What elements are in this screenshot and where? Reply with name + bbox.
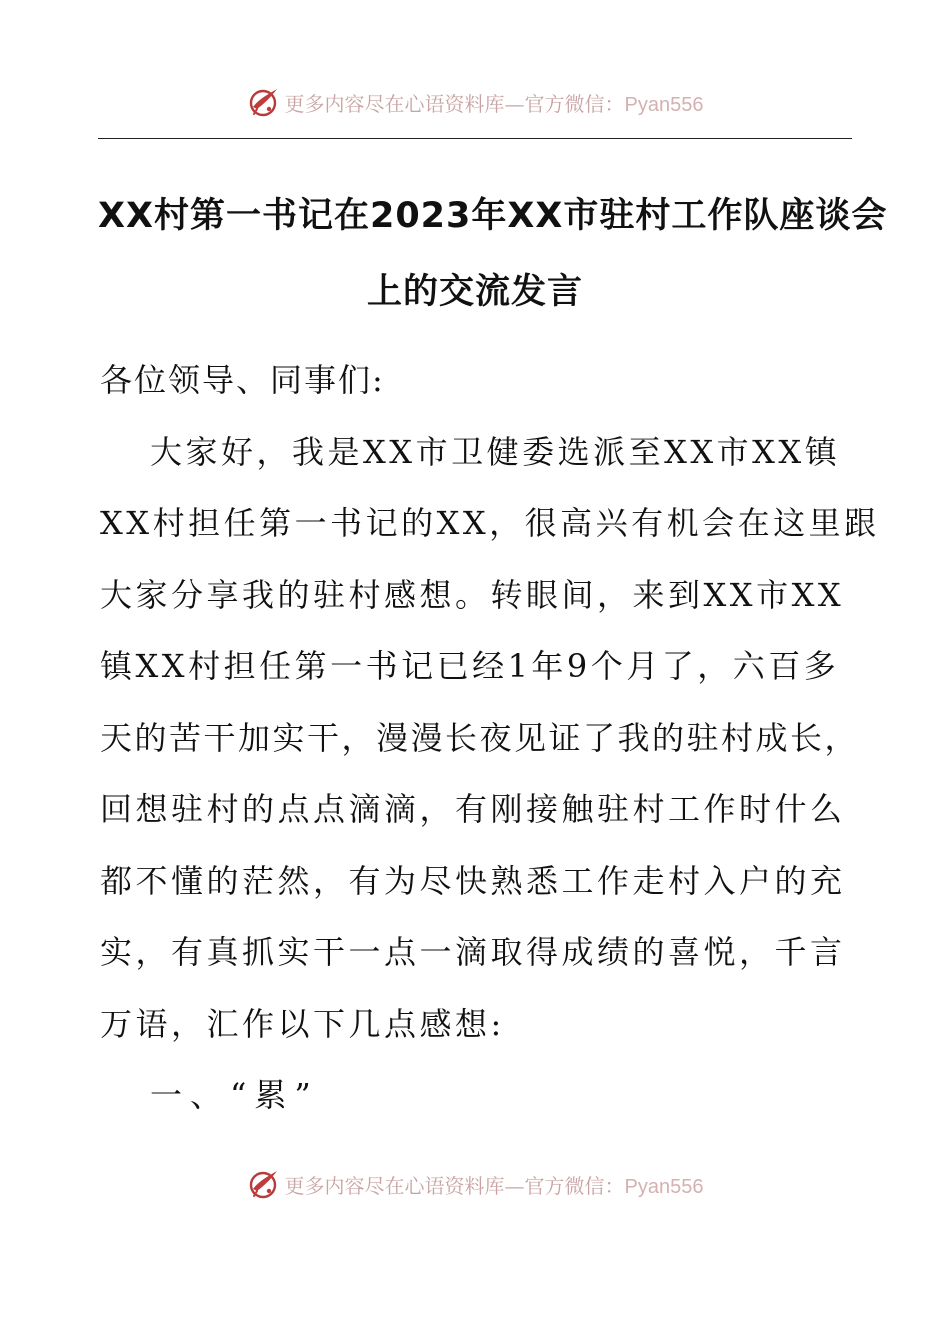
banner-text — [285, 88, 704, 117]
greeting: 各位领导、同事们: — [100, 361, 385, 399]
title-line-1: XX村第一书记在2023年XX市驻村工作队座谈会 — [98, 196, 888, 236]
paragraph-line: 实，有真抓实干一点一滴取得成绩的喜悦，千言 — [100, 933, 846, 971]
paragraph-line: 天的苦干加实干，漫漫长夜见证了我的驻村成长， — [100, 718, 860, 757]
header-banner — [0, 80, 950, 124]
header-rule — [98, 138, 852, 139]
banner-text — [285, 1170, 704, 1199]
banner-wechat-id: Pyan556 — [624, 1175, 704, 1198]
quill-ink-logo-icon — [247, 85, 281, 119]
paragraph-line: 回想驻村的点点滴滴，有刚接触驻村工作时什么 — [100, 790, 846, 828]
banner-slogan: 更多内容尽在心语资料库—官方微信： — [284, 91, 625, 116]
footer-banner — [0, 1162, 950, 1206]
section-heading: 一、“累” — [150, 1076, 319, 1114]
banner-slogan: 更多内容尽在心语资料库—官方微信： — [284, 1173, 625, 1198]
document-title — [98, 178, 888, 330]
paragraph-line: 都不懂的茫然，有为尽快熟悉工作走村入户的充 — [100, 861, 846, 900]
paragraph-line: 镇XX村担任第一书记已经1年9个月了，六百多 — [100, 647, 840, 685]
paragraph-line: 大家好，我是XX市卫健委选派至XX市XX镇 — [150, 432, 841, 471]
paragraph-line: XX村担任第一书记的XX，很高兴有机会在这里跟 — [100, 504, 880, 542]
paragraph-line: 万语，汇作以下几点感想: — [100, 1004, 505, 1043]
title-line-2: 上的交流发言 — [366, 272, 583, 312]
document-body — [100, 345, 880, 1132]
paragraph-line: 大家分享我的驻村感想。转眼间，来到XX市XX — [100, 575, 845, 614]
quill-ink-logo-icon — [247, 1167, 281, 1201]
banner-wechat-id: Pyan556 — [624, 93, 704, 116]
